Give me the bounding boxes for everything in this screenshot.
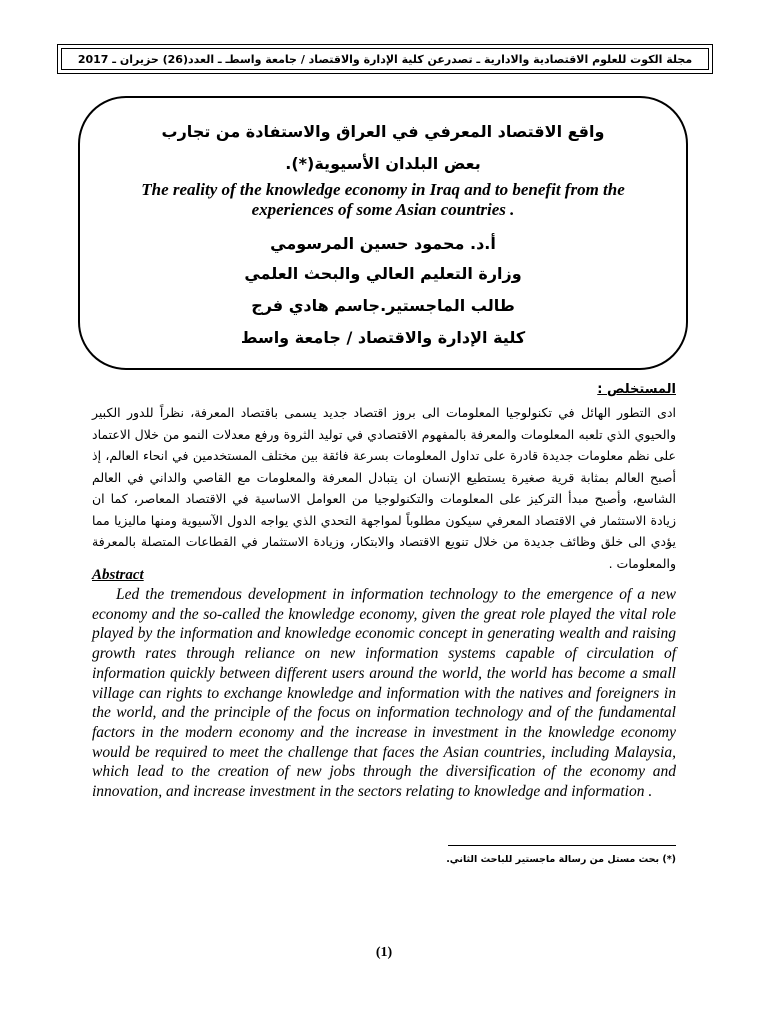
footnote: (*) بحث مستل من رسالة ماجستير للباحث الثاني. <box>446 854 676 865</box>
title-box <box>78 96 688 370</box>
arabic-title-line2: بعض البلدان الأسيوية(*). <box>285 154 481 173</box>
affiliation-ministry: وزارة التعليم العالي والبحث العلمي <box>244 264 522 283</box>
student-name: طالب الماجستير.جاسم هادي فرج <box>251 296 515 315</box>
journal-header <box>57 44 713 74</box>
english-title: The reality of the knowledge economy in Iraq and to benefit from the experiences of some Asian countries . <box>141 180 625 219</box>
affiliation-college: كلية الإدارة والاقتصاد / جامعة واسط <box>240 328 526 347</box>
arabic-abstract-body: ادى التطور الهائل في تكنولوجيا المعلومات الى بروز اقتصاد جديد يسمى باقتصاد المعرفة، نظراً للدور الكبير والحيوي الذي تلعبه المعلومات والمعرفة بالمفهوم الاقتصادي في توليد الثروة ورفع معدلات النمو من خلال الاعتماد على نظم معلومات جديدة قادرة على تداول المعلومات بسرعة فائقة بين مختلف المستخدمين في انحاء العالم، إذ أصبح العالم بمثابة قرية صغيرة يستطيع الإنسان ان يتبادل المعرفة والمعلومات مع القاصي والداني في العالم الشاسع، وأصبح مبدأ التركيز على المعلومات والتكنولوجيا من العوامل الاساسية في الاقتصاد المعاصر، كما ان زيادة الاستثمار في الاقتصاد المعرفي سيكون مطلوباً لمواجهة التحدي الذي يواجه الدول الآسيوية ومنها ماليزيا مما يؤدي الى خلق وظائف جديدة من خلال تنويع الاقتصاد والابتكار، وزيادة الاستثمار في القطاعات المتصلة بالمعرفة والمعلومات . <box>92 405 676 571</box>
arabic-abstract-heading: المستخلص : <box>597 382 676 397</box>
journal-header-text: مجلة الكوت للعلوم الاقتصادية والادارية ـ تصدرعن كلية الإدارة والاقتصاد / جامعة واسطـ ـ العدد(26) حزيران ـ 2017 <box>61 48 709 70</box>
footnote-divider <box>448 845 676 846</box>
arabic-title-line1: واقع الاقتصاد المعرفي في العراق والاستفادة من تجارب <box>161 122 605 141</box>
english-abstract-heading: Abstract <box>92 567 144 583</box>
english-abstract-body: Led the tremendous development in information technology to the emergence of a new economy and the so-called the knowledge economy, given the great role played the vital role played by the information and knowledge economic concept in generating wealth and raising growth rates through reliance on new information systems capable of circulation of information quickly between different users around the world, the world has become a small village can rights to exchange knowledge and information with the natives and foreigners in the world, and the principle of the focus on information technology and of the fundamental factors in the modern economy and the increase in investment in the knowledge economy would be required to meet the challenge that faces the Asian countries, including Malaysia, which lead to the creation of new jobs through the diversification of the economy and innovation, and increase investment in the sectors relating to knowledge and information . <box>92 586 676 801</box>
english-abstract <box>92 585 676 802</box>
arabic-abstract <box>92 402 676 574</box>
page-number: (1) <box>375 945 393 960</box>
author-name: أ.د. محمود حسين المرسومي <box>270 234 496 253</box>
